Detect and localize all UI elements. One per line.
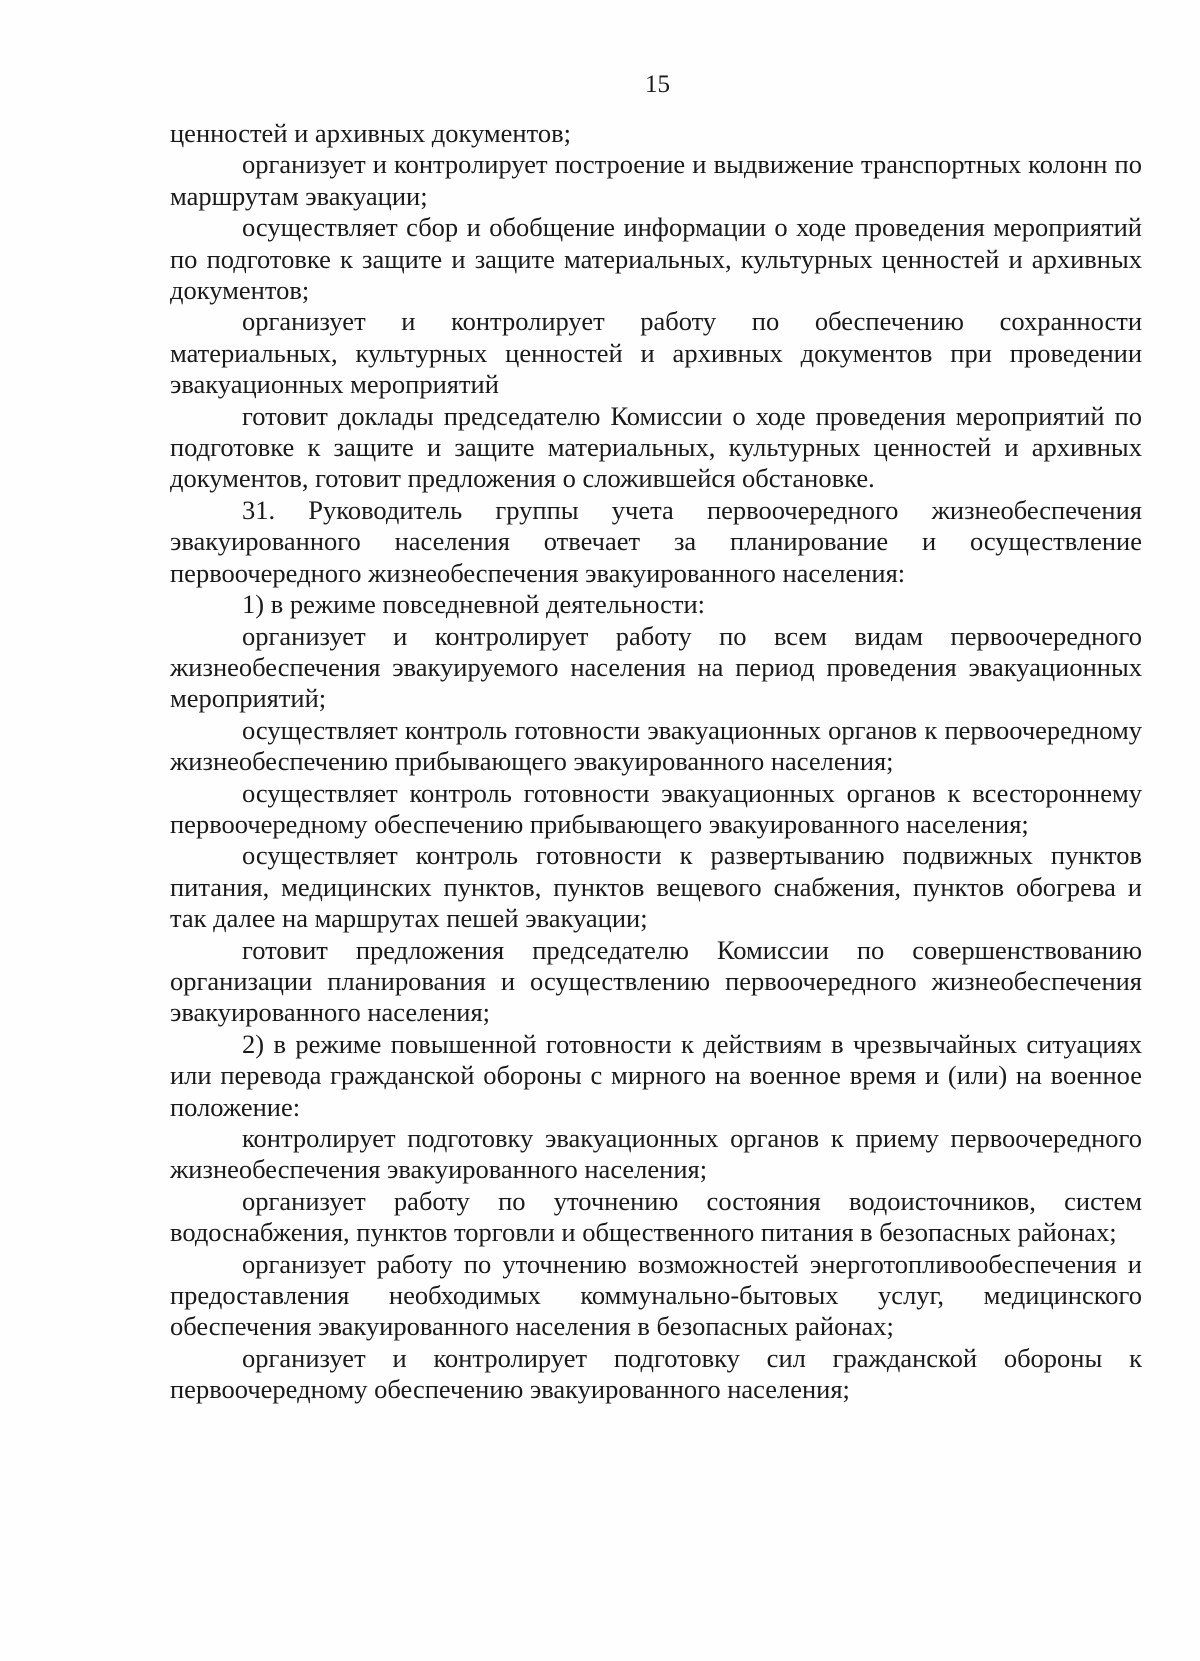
page-number: 15: [645, 71, 670, 98]
paragraph: осуществляет контроль готовности эвакуационных органов к первоочередному жизнеобеспечению прибывающего эвакуированного населения;: [170, 714, 1142, 777]
paragraph: осуществляет контроль готовности эвакуационных органов к всестороннему первоочередному обеспечению прибывающего эвакуированного населения;: [170, 777, 1142, 839]
paragraph-item-31: 31. Руководитель группы учета первоочередного жизнеобеспечения эвакуированного населения отвечает за планирование и осуществление первоочередного жизнеобеспечения эвакуированного населения:: [170, 494, 1142, 588]
paragraph: осуществляет контроль готовности к развертыванию подвижных пунктов питания, медицинских пунктов, пунктов вещевого снабжения, пунктов обогрева и так далее на маршрутах пешей эвакуации;: [170, 840, 1142, 934]
paragraph: готовит доклады председателю Комиссии о ходе проведения мероприятий по подготовке к защите и защите материальных, культурных ценностей и архивных документов, готовит предложения о сложившейся обстановке.: [170, 400, 1142, 494]
paragraph: организует работу по уточнению состояния водоисточников, систем водоснабжения, пунктов торговли и общественного питания в безопасных районах;: [170, 1185, 1142, 1248]
paragraph-subitem-1: 1) в режиме повседневной деятельности:: [242, 589, 706, 620]
paragraph: организует и контролирует подготовку сил гражданской обороны к первоочередному обеспечению эвакуированного населения;: [170, 1342, 1142, 1405]
paragraph: организует и контролирует работу по обеспечению сохранности материальных, культурных ценностей и архивных документов при проведении эвакуационных мероприятий: [170, 306, 1142, 400]
paragraph: организует и контролирует построение и выдвижение транспортных колонн по маршрутам эвакуации;: [170, 149, 1142, 211]
paragraph: готовит предложения председателю Комиссии по совершенствованию организации планирования и осуществлению первоочередного жизнеобеспечения эвакуированного населения;: [170, 934, 1142, 1028]
paragraph: контролирует подготовку эвакуационных органов к приему первоочередного жизнеобеспечения эвакуированного населения;: [170, 1123, 1142, 1185]
paragraph: организует работу по уточнению возможностей энерготопливообеспечения и предоставления необходимых коммунально-бытовых услуг, медицинского обеспечения эвакуированного населения в безопасных районах;: [170, 1248, 1142, 1342]
paragraph: осуществляет сбор и обобщение информации о ходе проведения мероприятий по подготовке к защите и защите материальных, культурных ценностей и архивных документов;: [170, 212, 1142, 306]
document-body: [170, 118, 1142, 1406]
paragraph-continuation: ценностей и архивных документов;: [170, 118, 571, 148]
paragraph: организует и контролирует работу по всем видам первоочередного жизнеобеспечения эвакуируемого населения на период проведения эвакуационных мероприятий;: [170, 620, 1142, 714]
paragraph-subitem-2: 2) в режиме повышенной готовности к действиям в чрезвычайных ситуациях или перевода гражданской обороны с мирного на военное время и (или) на военное положение:: [170, 1028, 1142, 1122]
